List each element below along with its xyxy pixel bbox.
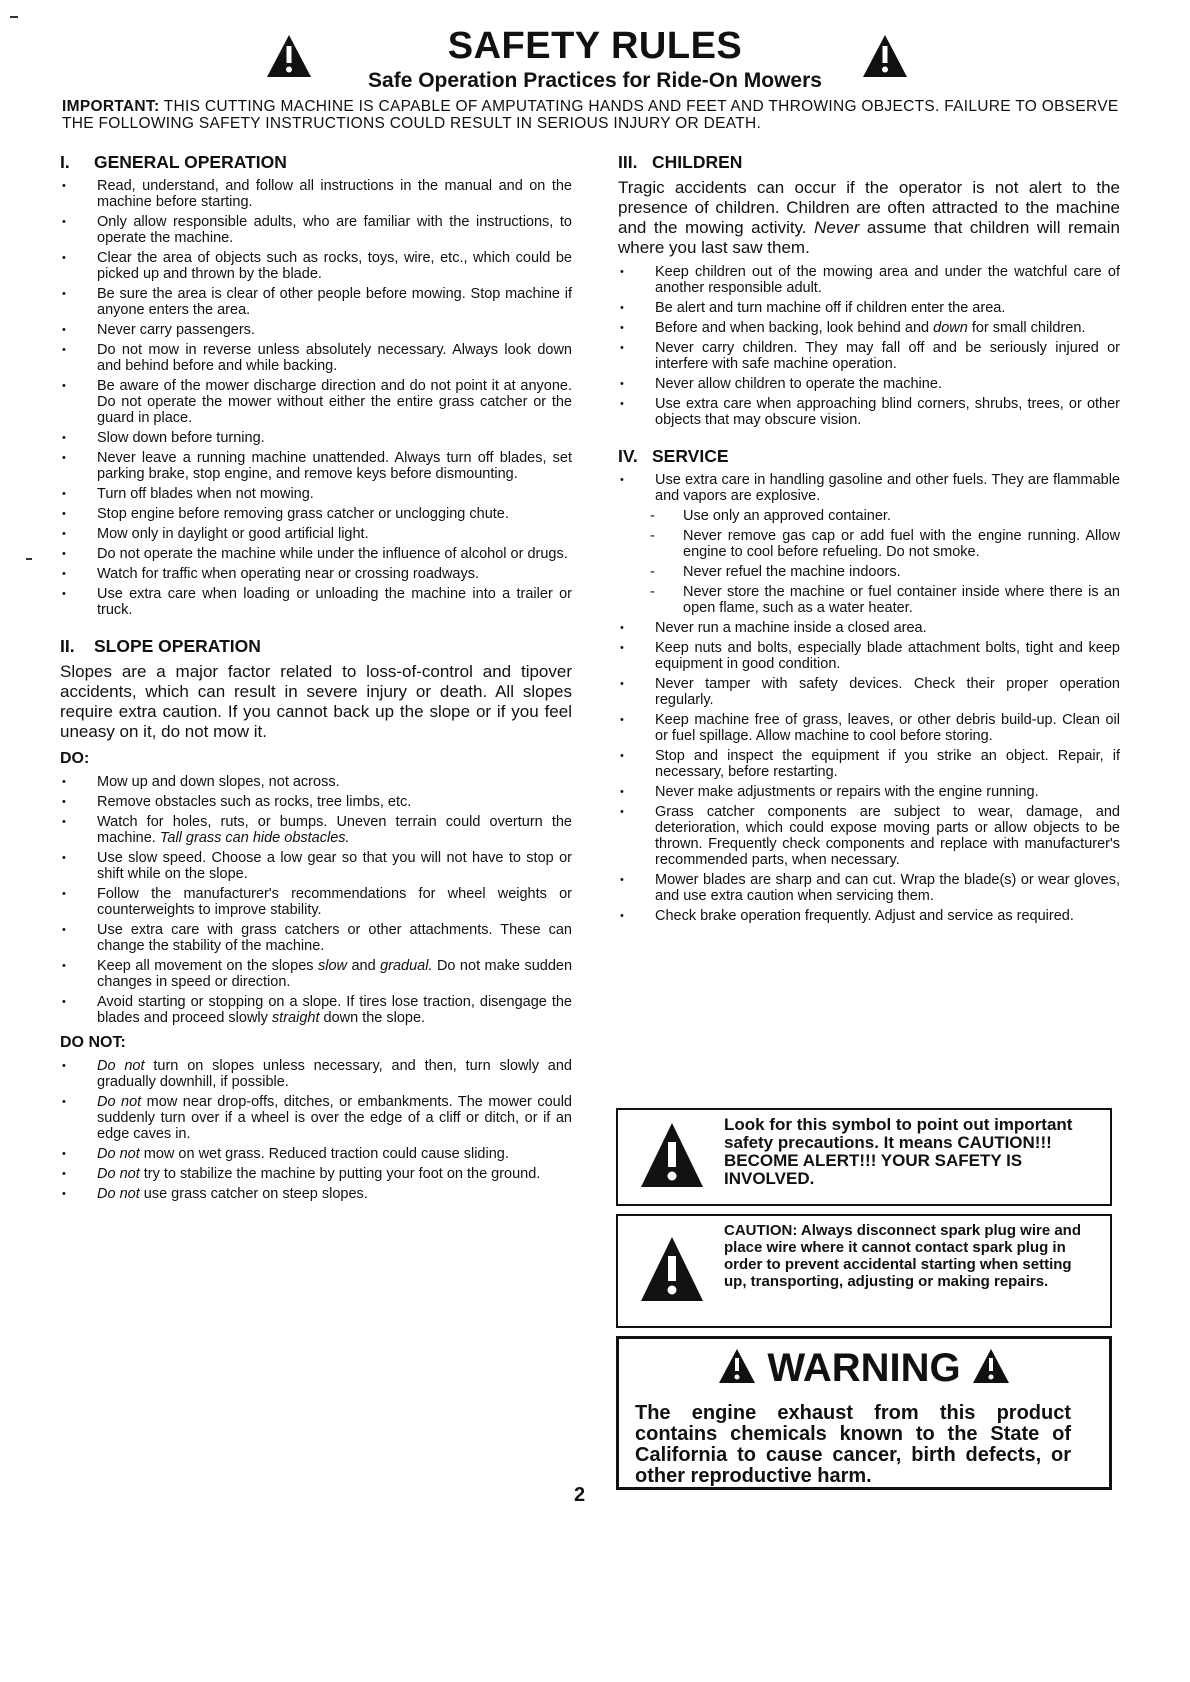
list-item: • Never run a machine inside a closed area. <box>618 620 1120 636</box>
warning-triangle-icon <box>972 1348 1010 1384</box>
list-item: • Stop and inspect the equipment if you strike an object. Repair, if necessary, before restarting. <box>618 748 1120 780</box>
list-item: • Do not mow on wet grass. Reduced traction could cause sliding. <box>60 1146 572 1162</box>
list-item: • Do not turn on slopes unless necessary, and then, turn slowly and gradually downhill, if possible. <box>60 1058 572 1090</box>
page-title: SAFETY RULES <box>447 25 743 67</box>
slope-do-not-list <box>60 1058 572 1202</box>
safety-symbol-box <box>616 1108 1112 1206</box>
list-item: • Do not operate the machine while under the influence of alcohol or drugs. <box>60 546 572 562</box>
list-item: • Watch for traffic when operating near or crossing roadways. <box>60 566 572 582</box>
list-item: • Mower blades are sharp and can cut. Wrap the blade(s) or wear gloves, and use extra caution when servicing them. <box>618 872 1120 904</box>
list-item: • Never make adjustments or repairs with the engine running. <box>618 784 1120 800</box>
section-general-heading: I. GENERAL OPERATION <box>60 152 287 172</box>
list-item: • Mow up and down slopes, not across. <box>60 774 572 790</box>
list-item: • Watch for holes, ruts, or bumps. Uneven terrain could overturn the machine. Tall grass can hide obstacles. <box>60 814 572 846</box>
list-item: • Keep all movement on the slopes slow and gradual. Do not make sudden changes in speed or direction. <box>60 958 572 990</box>
children-list <box>618 264 1120 428</box>
warning-triangle-icon <box>862 34 908 78</box>
list-item: • Use slow speed. Choose a low gear so that you will not have to stop or shift while on the slope. <box>60 850 572 882</box>
general-operation-list <box>60 178 572 618</box>
section-children-heading: III. CHILDREN <box>618 152 743 172</box>
list-item: • Use extra care when approaching blind corners, shrubs, trees, or other objects that may obscure vision. <box>618 396 1120 428</box>
list-item: • Read, understand, and follow all instructions in the manual and on the machine before starting. <box>60 178 572 210</box>
list-item: - Never store the machine or fuel container inside where there is an open flame, such as a water heater. <box>618 584 1120 616</box>
list-item: - Use only an approved container. <box>618 508 1120 524</box>
slope-intro: Slopes are a major factor related to loss-of-control and tipover accidents, which can result in severe injury or death. All slopes require extra caution. If you cannot back up the slope or if you feel uneasy on it, do not mow it. <box>60 662 572 741</box>
list-item: • Be sure the area is clear of other people before mowing. Stop machine if anyone enters the area. <box>60 286 572 318</box>
list-item: • Check brake operation frequently. Adjust and service as required. <box>618 908 1120 924</box>
list-item: • Turn off blades when not mowing. <box>60 486 572 502</box>
list-item: • Never allow children to operate the machine. <box>618 376 1120 392</box>
list-item: • Never tamper with safety devices. Check their proper operation regularly. <box>618 676 1120 708</box>
list-item: • Never leave a running machine unattended. Always turn off blades, set parking brake, stop engine, and remove keys before dismounting. <box>60 450 572 482</box>
warning-triangle-icon <box>718 1348 756 1384</box>
list-item: - Never refuel the machine indoors. <box>618 564 1120 580</box>
page-subtitle: Safe Operation Practices for Ride-On Mowers <box>368 69 822 92</box>
warning-triangle-icon <box>640 1122 704 1188</box>
warning-box <box>616 1336 1112 1490</box>
left-column <box>60 152 572 1206</box>
list-item: • Never carry children. They may fall off and be seriously injured or interfere with safe machine operation. <box>618 340 1120 372</box>
list-item: • Do not use grass catcher on steep slopes. <box>60 1186 572 1202</box>
list-item: • Keep nuts and bolts, especially blade attachment bolts, tight and keep equipment in good condition. <box>618 640 1120 672</box>
list-item: • Only allow responsible adults, who are familiar with the instructions, to operate the machine. <box>60 214 572 246</box>
warning-triangle-icon <box>266 34 312 78</box>
section-slope-heading: II. SLOPE OPERATION <box>60 636 261 656</box>
list-item: • Be aware of the mower discharge direction and do not point it at anyone. Do not operate the mower without either the entire grass catcher or the guard in place. <box>60 378 572 426</box>
page-number: 2 <box>574 1484 586 1506</box>
caution-text: CAUTION: Always disconnect spark plug wire and place wire where it cannot contact spark plug in order to prevent accidental starting when setting up, transporting, adjusting or making repairs. <box>724 1222 1082 1290</box>
list-item: • Do not try to stabilize the machine by putting your foot on the ground. <box>60 1166 572 1182</box>
list-item: • Be alert and turn machine off if children enter the area. <box>618 300 1120 316</box>
do-label: DO: <box>60 750 90 767</box>
list-item: • Mow only in daylight or good artificial light. <box>60 526 572 542</box>
list-item: • Stop engine before removing grass catcher or unclogging chute. <box>60 506 572 522</box>
important-notice <box>62 98 1122 132</box>
list-item: • Clear the area of objects such as rocks, toys, wire, etc., which could be picked up and thrown by the blade. <box>60 250 572 282</box>
right-column <box>618 152 1120 928</box>
warning-title: WARNING <box>767 1346 961 1390</box>
list-item: • Slow down before turning. <box>60 430 572 446</box>
list-item: • Remove obstacles such as rocks, tree limbs, etc. <box>60 794 572 810</box>
do-not-label: DO NOT: <box>60 1034 126 1051</box>
warning-text: The engine exhaust from this product contains chemicals known to the State of California to cause cancer, birth defects, or other reproductive harm. <box>635 1402 1071 1487</box>
list-item: • Never carry passengers. <box>60 322 572 338</box>
list-item: • Avoid starting or stopping on a slope. If tires lose traction, disengage the blades and proceed slowly straight down the slope. <box>60 994 572 1026</box>
fuel-sublist <box>618 508 1120 616</box>
list-item: • Do not mow in reverse unless absolutely necessary. Always look down and behind before and while backing. <box>60 342 572 374</box>
list-item: • Use extra care in handling gasoline and other fuels. They are flammable and vapors are explosive. <box>618 472 1120 504</box>
scan-mark <box>26 558 32 560</box>
caution-box <box>616 1214 1112 1328</box>
list-item: • Follow the manufacturer's recommendations for wheel weights or counterweights to improve stability. <box>60 886 572 918</box>
service-list-continued <box>618 620 1120 924</box>
slope-do-list <box>60 774 572 1026</box>
page-header <box>0 24 1190 104</box>
scan-mark <box>10 16 18 18</box>
section-service-heading: IV. SERVICE <box>618 446 729 466</box>
list-item: - Never remove gas cap or add fuel with the engine running. Allow engine to cool before refueling. Do not smoke. <box>618 528 1120 560</box>
important-text: THIS CUTTING MACHINE IS CAPABLE OF AMPUTATING HANDS AND FEET AND THROWING OBJECTS. FAILURE TO OBSERVE THE FOLLOWING SAFETY INSTRUCTIONS COULD RESULT IN SERIOUS INJURY OR DEATH. <box>62 98 1119 132</box>
safety-symbol-text: Look for this symbol to point out important safety precautions. It means CAUTION!!! BECOME ALERT!!! YOUR SAFETY IS INVOLVED. <box>724 1115 1073 1188</box>
list-item: • Grass catcher components are subject to wear, damage, and deterioration, which could expose moving parts or allow objects to be thrown. Frequently check components and replace with manufacturer's recommended parts, when necessary. <box>618 804 1120 868</box>
list-item: • Do not mow near drop-offs, ditches, or embankments. The mower could suddenly turn over if a wheel is over the edge of a cliff or ditch, or if an edge caves in. <box>60 1094 572 1142</box>
list-item: • Use extra care when loading or unloading the machine into a trailer or truck. <box>60 586 572 618</box>
list-item: • Keep children out of the mowing area and under the watchful care of another responsible adult. <box>618 264 1120 296</box>
important-label: IMPORTANT: <box>62 98 160 115</box>
list-item: • Before and when backing, look behind and down for small children. <box>618 320 1120 336</box>
warning-heading <box>619 1345 1109 1391</box>
list-item: • Keep machine free of grass, leaves, or other debris build-up. Clean oil or fuel spillage. Allow machine to cool before storing. <box>618 712 1120 744</box>
warning-triangle-icon <box>640 1236 704 1302</box>
service-list <box>618 472 1120 504</box>
children-intro: Tragic accidents can occur if the operator is not alert to the presence of children. Children are often attracted to the machine and the mowing activity. Never assume that children will remain where you last saw them. <box>618 178 1120 257</box>
list-item: • Use extra care with grass catchers or other attachments. These can change the stability of the machine. <box>60 922 572 954</box>
